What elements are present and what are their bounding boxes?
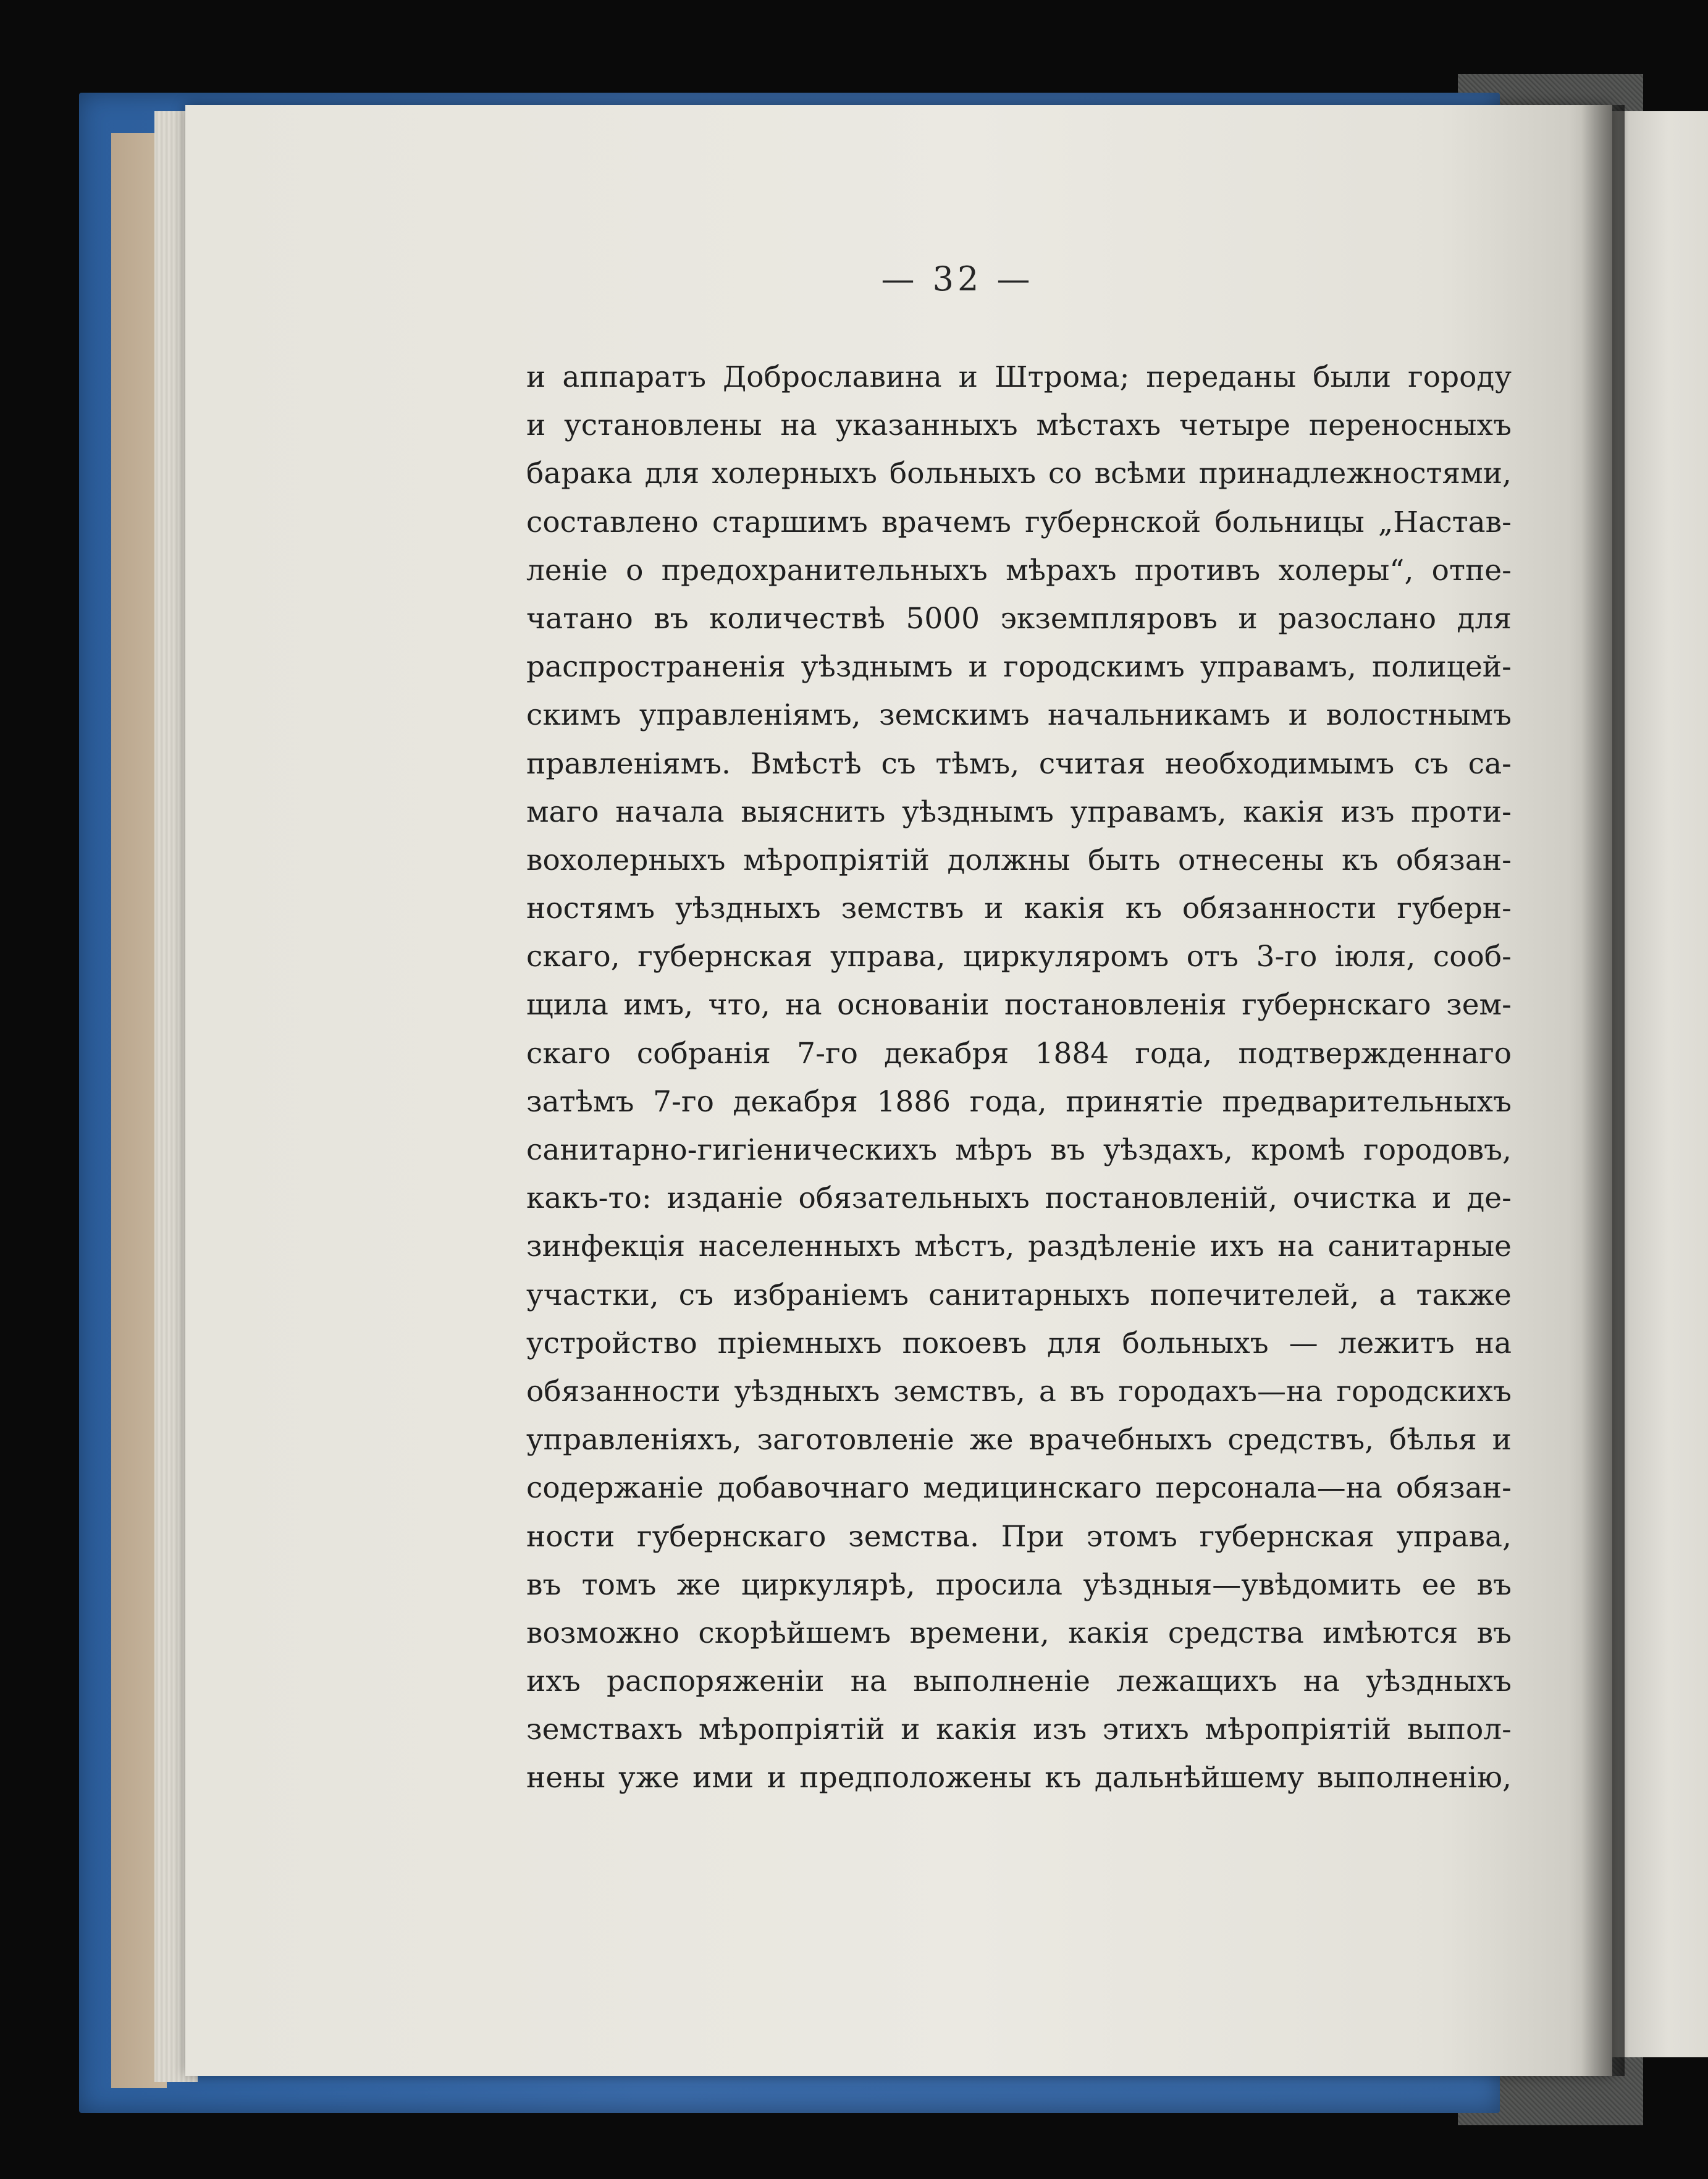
text-line: скаго собранія 7-го декабря 1884 года, подтвержденнаго [526,1036,1512,1071]
gutter-shadow [1581,105,1625,2076]
text-line: содержаніе добавочнаго медицинскаго персонала—на обязан- [526,1471,1512,1506]
text-line: леніе о предохранительныхъ мѣрахъ противъ холеры“, отпе- [526,553,1512,588]
text-line: санитарно-гигіеническихъ мѣръ въ уѣздахъ, кромѣ городовъ, [526,1133,1512,1167]
text-line: ности губернскаго земства. При этомъ губернская управа, [526,1519,1512,1554]
text-line: какъ-то: изданіе обязательныхъ постановленій, очистка и де- [526,1181,1512,1216]
text-line: земствахъ мѣропріятій и какія изъ этихъ мѣропріятій выпол- [526,1713,1512,1747]
text-line: чатано въ количествѣ 5000 экземпляровъ и разослано для [526,601,1512,636]
text-line: затѣмъ 7-го декабря 1886 года, принятіе предварительныхъ [526,1084,1512,1119]
text-line: нены уже ими и предположены къ дальнѣйшему выполненію, [526,1761,1512,1795]
text-line: маго начала выяснить уѣзднымъ управамъ, какія изъ проти- [526,794,1512,829]
page-number: — 32 — [881,259,1034,298]
text-line: барака для холерныхъ больныхъ со всѣми принадлежностями, [526,457,1512,491]
page-body-text [526,353,1512,1803]
text-line: ностямъ уѣздныхъ земствъ и какія къ обязанности губерн- [526,891,1512,926]
text-line: распространенія уѣзднымъ и городскимъ управамъ, полицей- [526,650,1512,685]
text-line: участки, съ избраніемъ санитарныхъ попечителей, а также [526,1278,1512,1312]
text-line: возможно скорѣйшемъ времени, какія средства имѣются въ [526,1616,1512,1650]
text-line: устройство пріемныхъ покоевъ для больныхъ — лежитъ на [526,1326,1512,1360]
text-line: и аппаратъ Доброславина и Штрома; переданы были городу [526,360,1512,394]
text-line: и установлены на указанныхъ мѣстахъ четыре переносныхъ [526,408,1512,443]
text-line: правленіямъ. Вмѣстѣ съ тѣмъ, считая необходимымъ съ са- [526,746,1512,781]
text-line: вохолерныхъ мѣропріятій должны быть отнесены къ обязан- [526,843,1512,877]
text-line: управленіяхъ, заготовленіе же врачебныхъ средствъ, бѣлья и [526,1423,1512,1457]
text-line: скаго, губернская управа, циркуляромъ отъ 3-го іюля, сооб- [526,940,1512,974]
text-line: щила имъ, что, на основаніи постановленія губернскаго зем- [526,988,1512,1022]
text-line: скимъ управленіямъ, земскимъ начальникамъ и волостнымъ [526,698,1512,733]
text-line: ихъ распоряженіи на выполненіе лежащихъ на уѣздныхъ [526,1664,1512,1699]
text-line: составлено старшимъ врачемъ губернской больницы „Настав- [526,505,1512,539]
text-line: обязанности уѣздныхъ земствъ, а въ городахъ—на городскихъ [526,1374,1512,1409]
text-line: въ томъ же циркулярѣ, просила уѣздныя—увѣдомить ее въ [526,1567,1512,1602]
text-line: зинфекція населенныхъ мѣстъ, раздѣленіе ихъ на санитарные [526,1229,1512,1264]
